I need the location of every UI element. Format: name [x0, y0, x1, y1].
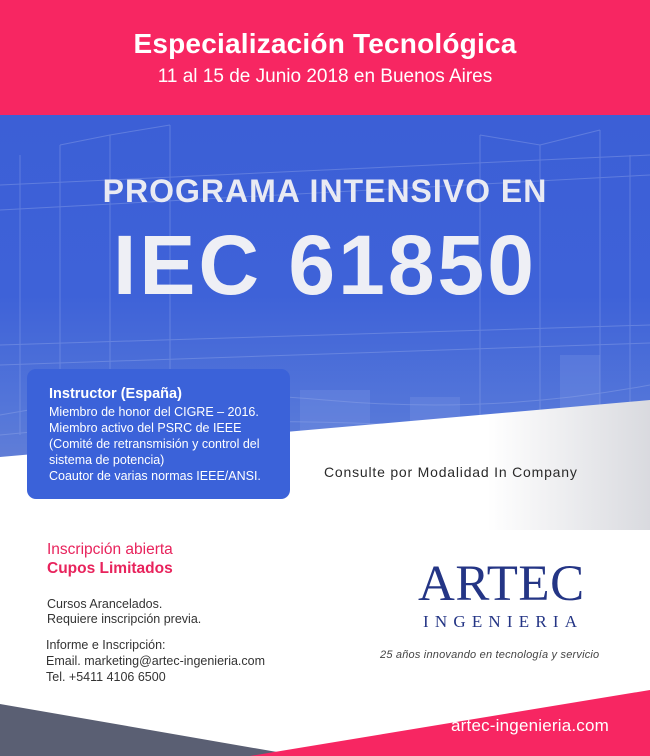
contact-email[interactable]: Email. marketing@artec-ingenieria.com — [46, 654, 266, 668]
contact-phone[interactable]: Tel. +5411 4106 6500 — [46, 670, 166, 684]
registration-open: Inscripción abierta — [47, 541, 173, 558]
info-prereg: Requiere inscripción previa. — [47, 612, 202, 626]
banner-subtitle: 11 al 15 de Junio 2018 en Buenos Aires — [157, 66, 493, 87]
standard-code: IEC 61850 — [113, 218, 537, 312]
artec-logo: ARTEC — [418, 556, 585, 612]
instructor-line: sistema de potencia) — [49, 453, 165, 467]
instructor-title: Instructor (España) — [49, 386, 182, 402]
website-link[interactable]: artec-ingenieria.com — [451, 716, 610, 735]
company-tagline: 25 años innovando en tecnología y servicio — [380, 649, 600, 661]
banner-title: Especialización Tecnológica — [133, 28, 517, 59]
instructor-line: Coautor de varias normas IEEE/ANSI. — [49, 469, 261, 483]
program-heading: PROGRAMA INTENSIVO EN — [102, 173, 548, 209]
info-fee: Cursos Arancelados. — [47, 597, 163, 611]
instructor-line: (Comité de retransmisión y control del — [49, 437, 260, 451]
instructor-card — [27, 369, 290, 499]
instructor-line: Miembro activo del PSRC de IEEE — [49, 421, 242, 435]
logo-subtitle: INGENIERIA — [423, 612, 584, 631]
in-company-note: Consulte por Modalidad In Company — [324, 464, 578, 480]
limited-seats: Cupos Limitados — [47, 560, 173, 577]
instructor-line: Miembro de honor del CIGRE – 2016. — [49, 405, 259, 419]
info-contact-heading: Informe e Inscripción: — [46, 638, 166, 652]
